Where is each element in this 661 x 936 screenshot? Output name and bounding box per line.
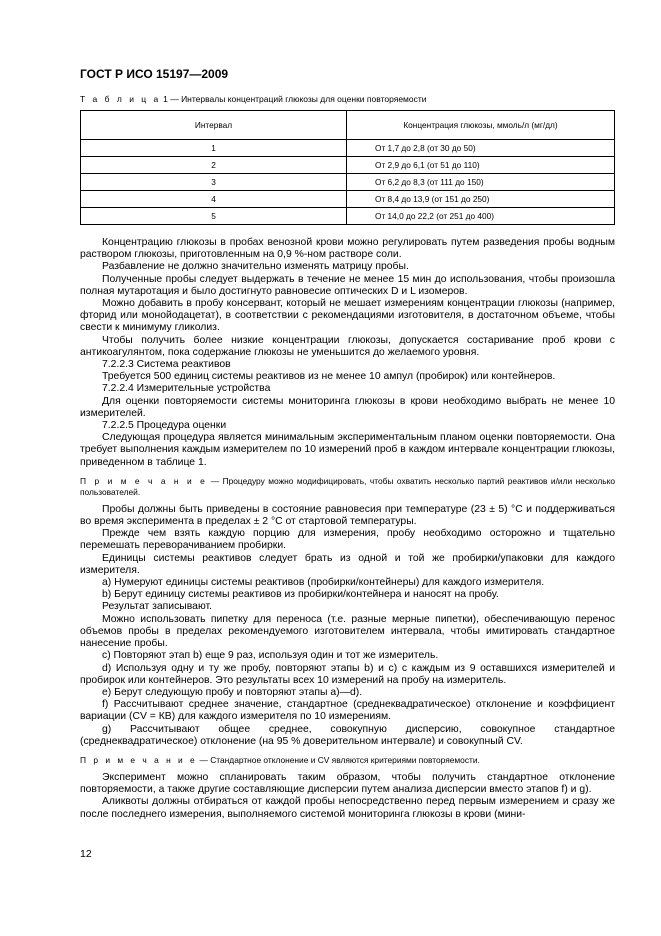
- list-item-c: с) Повторяют этап b) еще 9 раз, используя один и тот же измеритель.: [102, 650, 439, 662]
- paragraph: Разбавление не должно значительно изменять матрицу пробы.: [102, 261, 409, 273]
- column-header-concentration: Концентрация глюкозы, ммоль/л (мг/дл): [347, 111, 615, 140]
- body-text: [80, 237, 615, 821]
- paragraph: Аликвоты должны отбираться от каждой пробы непосредственно перед первым измерением и сразу же после последнего измерения, выполняемого системой мониторинга глюкозы в крови (мини-: [80, 796, 615, 820]
- paragraph: Требуется 500 единиц системы реактивов из не менее 10 ампул (пробирок) или контейнеров.: [102, 371, 556, 383]
- list-item-d: d) Используя одну и ту же пробу, повторяют этапы b) и с) с каждым из 9 оставшихся измерителей и пробирок или контейнеров. Это результаты всех 10 измерений на пробу на измеритель.: [80, 662, 615, 686]
- paragraph: Эксперимент можно спланировать таким образом, чтобы получить стандартное отклонение повторяемости, а также другие составляющие дисперсии путем анализа дисперсии вместо этапов f) и g).: [80, 771, 615, 796]
- table-row: [81, 140, 615, 157]
- paragraph: Можно добавить в пробу консервант, который не мешает измерениям концентрации глюкозы (например, фторид или монойодацетат), в соответствии с рекомендациями изготовителя, в достаточном объеме, чтобы свести к минимуму гликолиз.: [80, 298, 615, 334]
- note-label: П р и м е ч а н и е: [80, 754, 198, 765]
- list-item-f: f) Рассчитывают среднее значение, стандартное (среднеквадратическое) отклонение и коэффициент вариации (CV = КВ) для каждого измерителя по 10 измерениям.: [80, 699, 615, 723]
- note-paragraph: [80, 476, 615, 498]
- list-item-b: b) Берут единицу системы реактивов из пробирки/контейнера и наносят на пробу.: [102, 589, 499, 601]
- section-heading-7-2-2-3: 7.2.2.3 Система реактивов: [102, 359, 231, 371]
- paragraph: Результат записывают.: [102, 601, 213, 613]
- paragraph: Чтобы получить более низкие концентрации глюкозы, допускается состаривание проб крови с антикоагулянтом, пока содержание глюкозы не уменьшится до желаемого уровня.: [80, 334, 615, 358]
- paragraph: Полученные пробы следует выдержать в течение не менее 15 мин до использования, чтобы произошла полная мутаротация и было достигнуто равновесие оптических D и L изомеров.: [80, 273, 615, 297]
- table-cell-concentration: От 14,0 до 22,2 (от 251 до 400): [347, 208, 615, 225]
- note-text: — Стандартное отклонение и CV являются критериями повторяемости.: [197, 754, 480, 765]
- table-caption: [80, 94, 427, 104]
- note-text: — Процедуру можно модифицировать, чтобы охватить несколько партий реактивов и/или несколько пользователей.: [80, 475, 615, 497]
- document-header: ГОСТ Р ИСО 15197—2009: [80, 67, 229, 81]
- section-heading-7-2-2-5: 7.2.2.5 Процедура оценки: [102, 420, 227, 432]
- table-cell-interval: 3: [81, 174, 347, 191]
- paragraph: Единицы системы реактивов следует брать из одной и той же пробирки/упаковки для каждого измерителя.: [80, 552, 615, 576]
- page-number: 12: [80, 848, 92, 860]
- column-header-interval: Интервал: [81, 111, 347, 140]
- table-row: [81, 157, 615, 174]
- glucose-intervals-table: [80, 110, 615, 225]
- paragraph: Можно использовать пипетку для переноса (т.е. разные мерные пипетки), обеспечивающую перенос объемов пробы в пределах рекомендуемого изготовителем интервала, чтобы имитировать стандартное нанесение пробы.: [80, 613, 615, 650]
- table-cell-concentration: От 2,9 до 6,1 (от 51 до 110): [347, 157, 615, 174]
- table-cell-concentration: От 8,4 до 13,9 (от 151 до 250): [347, 191, 615, 208]
- paragraph: Концентрацию глюкозы в пробах венозной крови можно регулировать путем разведения пробы водным раствором глюкозы, приготовленным на 0,9 %-ном растворе соли.: [80, 237, 615, 261]
- table-cell-interval: 4: [81, 191, 347, 208]
- section-heading-7-2-2-4: 7.2.2.4 Измерительные устройства: [102, 383, 271, 395]
- table-row: [81, 191, 615, 208]
- list-item-g: g) Рассчитывают общее среднее, совокупную дисперсию, совокупное стандартное (среднеквадратическое) отклонение (на 95 % доверительном интервале) и совокупный CV.: [80, 723, 615, 747]
- table-cell-interval: 5: [81, 208, 347, 225]
- table-cell-interval: 2: [81, 157, 347, 174]
- note-paragraph: [80, 755, 615, 766]
- table-cell-concentration: От 6,2 до 8,3 (от 111 до 150): [347, 174, 615, 191]
- table-row: [81, 174, 615, 191]
- table-row: [81, 208, 615, 225]
- note-label: П р и м е ч а н и е: [80, 475, 208, 486]
- table-cell-concentration: От 1,7 до 2,8 (от 30 до 50): [347, 140, 615, 157]
- table-header-row: [81, 111, 615, 140]
- list-item-a: а) Нумеруют единицы системы реактивов (пробирки/контейнеры) для каждого измерителя.: [102, 577, 545, 589]
- table-caption-text: 1 — Интервалы концентраций глюкозы для оценки повторяемости: [160, 94, 427, 104]
- paragraph: Следующая процедура является минимальным экспериментальным планом оценки повторяемости. Она требует выполнения каждым измерителем по 10 измерений проб в каждом интервале концентрации глюкозы, приведенном в таблице 1.: [80, 432, 615, 468]
- list-item-e: е) Берут следующую пробу и повторяют этапы а)—d).: [102, 686, 363, 698]
- paragraph: Для оценки повторяемости системы мониторинга глюкозы в крови необходимо выбрать не менее 10 измерителей.: [80, 395, 615, 419]
- table-cell-interval: 1: [81, 140, 347, 157]
- paragraph: Пробы должны быть приведены в состояние равновесия при температуре (23 ± 5) °С и поддерживаться во время эксперимента в пределах ± 2 °С от стартовой температуры.: [80, 503, 615, 528]
- table-caption-label: Т а б л и ц а: [80, 94, 161, 104]
- paragraph: Прежде чем взять каждую порцию для измерения, пробу необходимо осторожно и тщательно перемешать переворачиванием пробирки.: [80, 528, 615, 552]
